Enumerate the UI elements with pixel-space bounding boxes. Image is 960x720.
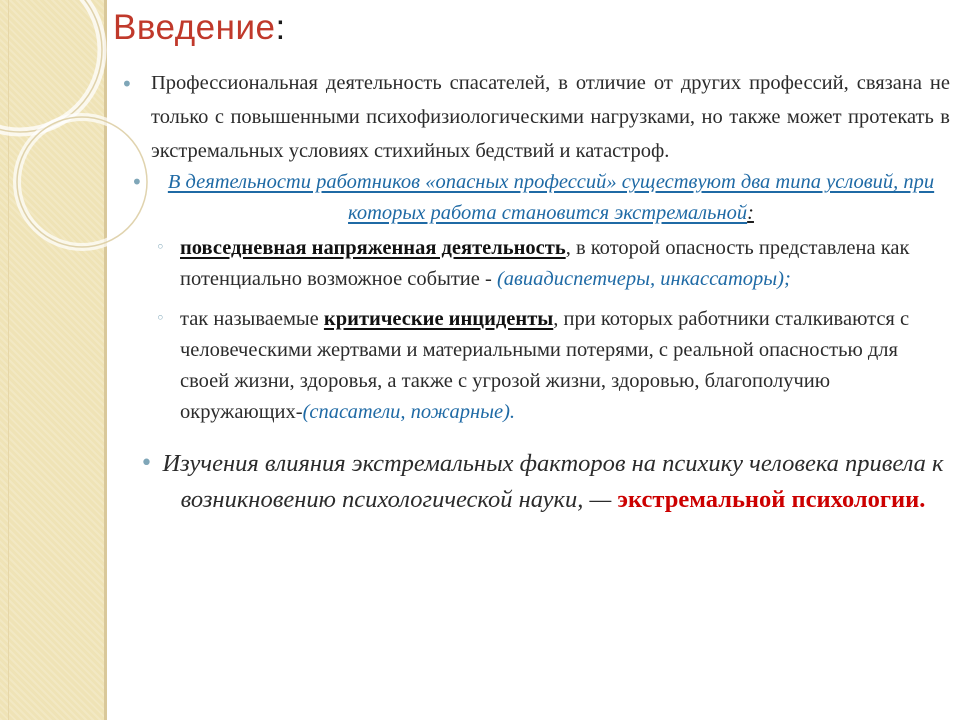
sub-item-critical-incidents-term: критические инциденты bbox=[323, 308, 554, 330]
bullet-icon: • bbox=[121, 72, 133, 96]
slide-content bbox=[118, 66, 950, 518]
sub-item-daily-activity-term: повседневная напряженная деятельность bbox=[180, 237, 566, 259]
slide-title-colon: : bbox=[275, 8, 286, 47]
paragraph-conclusion-text: Изучения влияния экстремальных факторов на психику человека привела к возникновению психологической науки, — bbox=[162, 450, 944, 513]
paragraph-intro bbox=[118, 66, 950, 168]
sub-item-critical-incidents bbox=[118, 304, 950, 428]
sub-item-critical-incidents-text: , при которых работники сталкиваются с человеческими жертвами и материальными потерями, с реальной опасностью для своей жизни, здоровья, а также с угрозой жизни, здоровью, благополучию окружающих- bbox=[180, 308, 910, 423]
sub-item-daily-activity-text: , в которой опасность представлена как потенциально возможное событие - bbox=[180, 237, 910, 290]
bullet-icon: • bbox=[140, 451, 153, 476]
sub-item-daily-activity-example: (авиадиспетчеры, инкассаторы); bbox=[496, 268, 791, 290]
paragraph-intro-text: Профессиональная деятельность спасателей, в отличие от других профессий, связана не только с повышенными психофизиологическими нагрузками, но также может протекать в экстремальных условиях стихийных бедствий и катастроф. bbox=[151, 72, 950, 162]
sub-item-critical-incidents-example: (спасатели, пожарные). bbox=[302, 401, 516, 423]
paragraph-conditions-text: В деятельности работников «опасных профессий» существуют два типа условий, при которых работа становится экстремальной bbox=[167, 171, 935, 224]
paragraph-conditions bbox=[118, 167, 950, 229]
sub-bullet-icon: ◦ bbox=[156, 309, 165, 327]
paragraph-conclusion bbox=[118, 446, 950, 518]
paragraph-conditions-colon: : bbox=[747, 202, 754, 224]
sub-item-critical-incidents-lead: так называемые bbox=[180, 308, 324, 330]
slide-title-text: Введение bbox=[113, 8, 276, 47]
sub-bullet-icon: ◦ bbox=[156, 238, 165, 256]
slide-title bbox=[113, 8, 286, 48]
bullet-icon: • bbox=[131, 170, 143, 194]
paragraph-conclusion-highlight: экстремальной психологии. bbox=[617, 486, 926, 513]
sub-item-daily-activity bbox=[118, 233, 950, 295]
